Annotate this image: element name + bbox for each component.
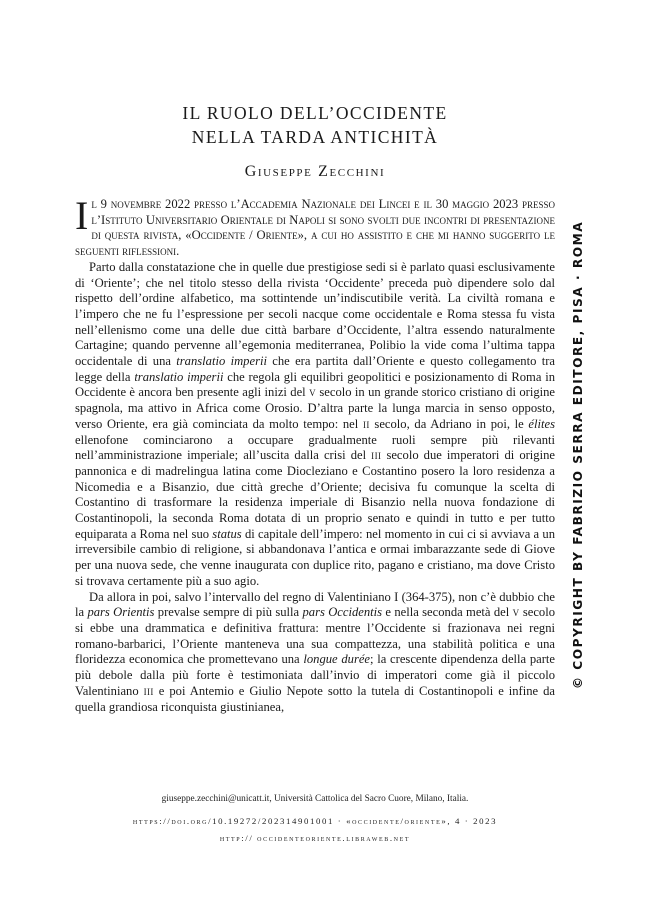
title-line-2: NELLA TARDA ANTICHITÀ [191, 127, 439, 147]
author-name: Giuseppe Zecchini [244, 163, 386, 180]
copyright-text: © COPYRIGHT BY FABRIZIO SERRA EDITORE, PISA · ROMA [571, 220, 585, 690]
copyright-sidebar [567, 220, 589, 690]
author-footnote: giuseppe.zecchini@unicatt.it, Università Cattolica del Sacro Cuore, Milano, Italia. [161, 794, 469, 804]
doi-line[interactable]: https://doi.org/10.19272/202314901001 · «occidente/oriente», 4 · 2023 [132, 816, 498, 826]
paragraph-3: Da allora in poi, salvo l’intervallo del regno di Valentiniano I (364-375), non c’è dubbio che la pars Orientis prevalse sempre di più sulla pars Occidentis e nella seconda metà del v secolo si ebbe una drammatica e definitiva frattura: mentre l’Occidente si frazionava nei regni romano-barbarici, l’Oriente manteneva una sua compattezza, una stabilità politica e una floridezza economica che promettevano una longue durée; la crescente dipendenza della parte più debole dalla più forte è testimoniata dall’invio di imperatori come già il piccolo Valentiniano iii e poi Antemio e Giulio Nepote sotto la tutela di Costantinopoli e infine da quella grandiosa riconquista giustinianea, [75, 589, 556, 714]
paragraph-2: Parto dalla constatazione che in quelle due prestigiose sedi si è parlato quasi esclusivamente di ‘Oriente’; che nel titolo stesso della rivista ‘Occidente’ preceda può dipendere solo dal rispetto dell’ordine alfabetico, ma sottintende un’indiscutibile verità. La civiltà romana e l’impero che ne fu l’espressione per secoli nacque come occidentale e Roma stessa fu vista nell’ellenismo come una delle due città barbare d’Occidente, l’altra essendo naturalmente Cartagine; quando pervenne all’egemonia mediterranea, Polibio la vide coma l’ultima tappa occidentale di una translatio imperii che era partita dall’Oriente e questo collegamento tra legge della translatio imperii che regola gli equilibri geopolitici e posizionamento di Roma in Occidente è ancora ben presente agli inizi del v secolo in un grande storico cristiano di origine spagnola, ma attivo in Africa come Orosio. D’altra parte la lunga marcia in senso opposto, verso Oriente, era già cominciata da molto tempo: nel ii secolo, da Adriano in poi, le élites ellenofone cominciarono a occupare gradualmente ruoli sempre più rilevanti nell’amministrazione imperiale; all’uscita dalla crisi del iii secolo due imperatori di origine pannonica e di madrelingua latina come Diocleziano e Costantino posero la loro residenza a Nicomedia e a Bisanzio, due città greche d’Oriente; decisiva fu comunque la scelta di Costantino di trasformare la residenza imperiale di Bisanzio nella nuova fondazione di Costantinopoli, la seconda Roma dotata di un proprio senato e quindi in tutto e per tutto equiparata a Roma nel suo status di capitale dell’impero: nel momento in cui ci si avviava a un irreversibile cambio di religione, si abbandonava l’antica e ormai imbarazzante sede di Giove per una nuova sede, che venne inaugurata con duplice rito, pagano e cristiano, ma dove Cristo si trovava certamente più a suo agio. [75, 259, 556, 588]
drop-cap: I [75, 193, 89, 238]
paragraph-1: Il 9 novembre 2022 presso l’Accademia Nazionale dei Lincei e il 30 maggio 2023 presso l’Istituto Universitario Orientale di Napoli si sono svolti due incontri di presentazione di questa rivista, «Occidente / Oriente», a cui ho assistito e che mi hanno suggerito le seguenti riflessioni. [75, 193, 555, 259]
article-title [75, 101, 555, 149]
article-body [75, 193, 556, 715]
title-line-1: IL RUOLO DELL’OCCIDENTE [182, 103, 448, 123]
journal-url[interactable]: http:// occidenteoriente.libraweb.net [219, 833, 411, 843]
